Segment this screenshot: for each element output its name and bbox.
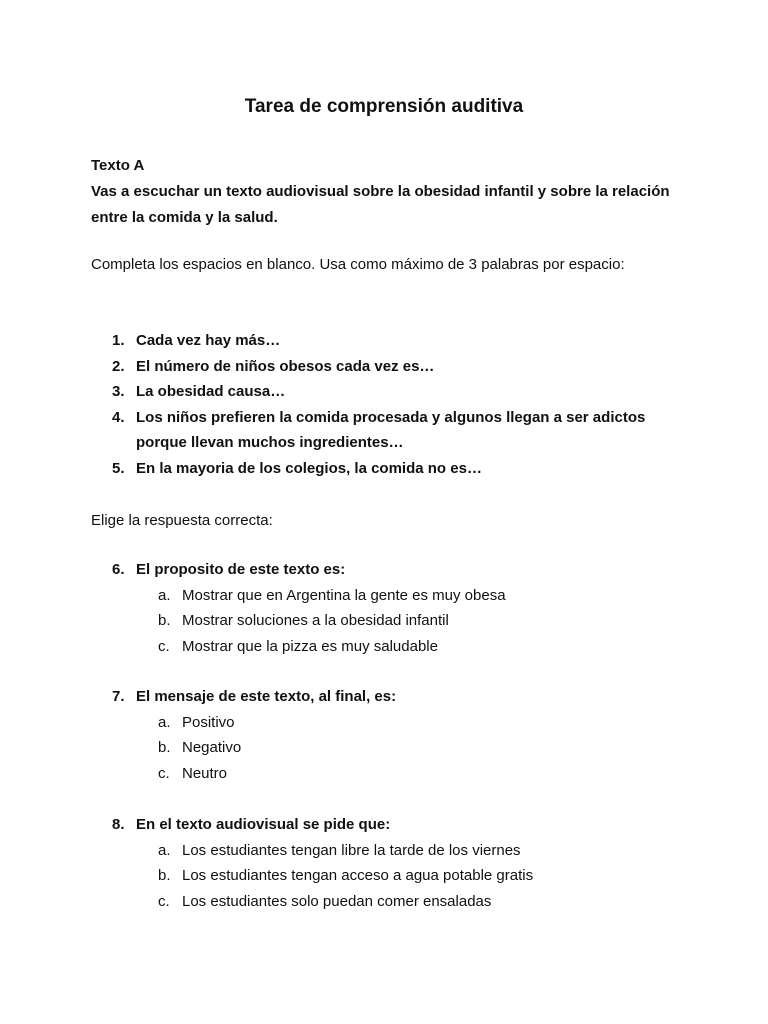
option-list xyxy=(112,710,672,787)
page-title: Tarea de comprensión auditiva xyxy=(244,96,524,117)
option-letter: a. xyxy=(158,841,171,859)
fill-in-item-3 xyxy=(112,379,672,405)
question-8 xyxy=(112,812,672,914)
option-letter: c. xyxy=(158,637,170,655)
option-letter: b. xyxy=(158,612,171,629)
option-b[interactable] xyxy=(112,863,672,889)
option-text: Positivo xyxy=(182,713,235,731)
option-c[interactable] xyxy=(112,889,672,915)
fill-in-item-1 xyxy=(112,328,672,354)
fill-in-item-5 xyxy=(112,456,672,482)
item-number: 5. xyxy=(112,459,125,477)
option-text: Los estudiantes tengan libre la tarde de los viernes xyxy=(182,841,521,859)
option-text: Negativo xyxy=(182,739,242,756)
item-text: Los niños prefieren la comida procesada y algunos llegan a ser adictos porque llevan muchos ingredientes… xyxy=(136,408,646,451)
question-text: El mensaje de este texto, al final, es: xyxy=(136,688,397,705)
option-letter: a. xyxy=(158,586,171,604)
item-number: 1. xyxy=(112,332,125,349)
text-heading: Texto A xyxy=(91,157,145,174)
option-text: Los estudiantes solo puedan comer ensaladas xyxy=(182,892,492,910)
option-letter: c. xyxy=(158,764,170,782)
item-number: 3. xyxy=(112,383,125,400)
option-text: Mostrar que la pizza es muy saludable xyxy=(182,637,438,655)
question-number: 8. xyxy=(112,816,125,833)
fill-in-list xyxy=(112,328,672,481)
option-letter: b. xyxy=(158,867,171,884)
question-text: En el texto audiovisual se pide que: xyxy=(136,816,391,833)
item-text: El número de niños obesos cada vez es… xyxy=(136,357,435,375)
question-number: 7. xyxy=(112,688,125,705)
fill-in-item-2 xyxy=(112,354,672,380)
option-list xyxy=(112,583,672,660)
item-number: 2. xyxy=(112,357,125,375)
option-c[interactable] xyxy=(112,634,672,660)
option-letter: a. xyxy=(158,713,171,731)
question-text: El proposito de este texto es: xyxy=(136,561,346,578)
option-text: Neutro xyxy=(182,764,228,782)
text-description: Vas a escuchar un texto audiovisual sobre la obesidad infantil y sobre la relación entre la comida y la salud. xyxy=(91,183,670,226)
multiple-choice-instruction: Elige la respuesta correcta: xyxy=(91,512,273,529)
fill-in-item-4 xyxy=(112,405,672,456)
option-text: Mostrar que en Argentina la gente es muy obesa xyxy=(182,586,506,604)
item-text: En la mayoria de los colegios, la comida no es… xyxy=(136,459,482,477)
question-6 xyxy=(112,557,672,659)
question-prompt xyxy=(112,812,672,838)
option-letter: b. xyxy=(158,739,171,756)
option-a[interactable] xyxy=(112,710,672,736)
item-number: 4. xyxy=(112,408,125,426)
item-text: Cada vez hay más… xyxy=(136,332,281,349)
question-7 xyxy=(112,684,672,786)
option-a[interactable] xyxy=(112,838,672,864)
question-prompt xyxy=(112,557,672,583)
option-b[interactable] xyxy=(112,608,672,634)
question-number: 6. xyxy=(112,561,125,578)
option-text: Mostrar soluciones a la obesidad infantil xyxy=(182,612,449,629)
intro-block xyxy=(91,153,681,231)
question-prompt xyxy=(112,684,672,710)
fill-in-instruction: Completa los espacios en blanco. Usa como máximo de 3 palabras por espacio: xyxy=(91,256,625,273)
option-a[interactable] xyxy=(112,583,672,609)
option-letter: c. xyxy=(158,892,170,910)
item-text: La obesidad causa… xyxy=(136,383,286,400)
option-list xyxy=(112,838,672,915)
option-c[interactable] xyxy=(112,761,672,787)
option-text: Los estudiantes tengan acceso a agua potable gratis xyxy=(182,867,534,884)
option-b[interactable] xyxy=(112,735,672,761)
